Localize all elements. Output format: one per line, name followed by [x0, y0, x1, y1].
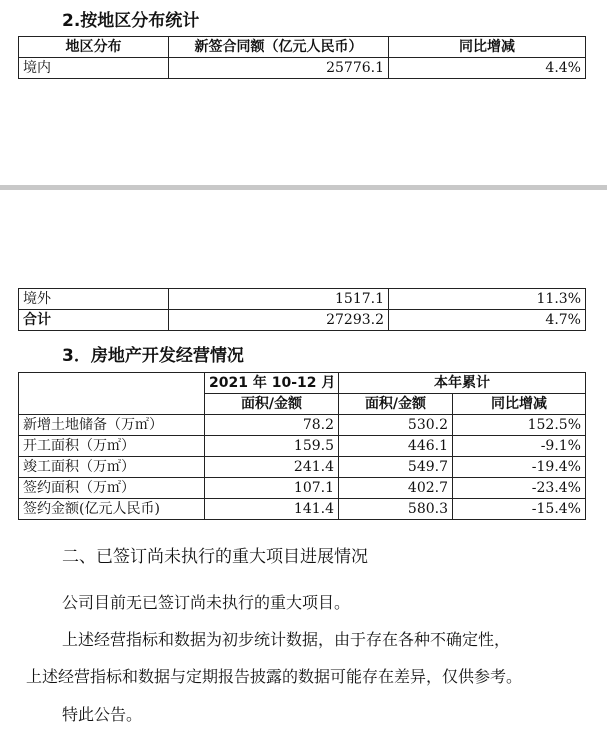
subheader-area-amount: 面积/金额: [205, 394, 339, 415]
paragraph-3: 上述经营指标和数据与定期报告披露的数据可能存在差异，仅供参考。: [26, 667, 523, 686]
table-row: [19, 415, 586, 436]
header-yoy: 同比增减: [389, 37, 586, 58]
cell-yoy: 152.5%: [453, 415, 586, 436]
cell-ytd: 549.7: [339, 457, 453, 478]
cell-item: 签约面积（万㎡）: [19, 478, 205, 499]
subheader-yoy: 同比增减: [453, 394, 586, 415]
cell-yoy: -19.4%: [453, 457, 586, 478]
cell-quarter: 107.1: [205, 478, 339, 499]
cell-region: 境内: [19, 58, 169, 79]
paragraph-2: 上述经营指标和数据为初步统计数据，由于存在各种不确定性，: [62, 630, 511, 649]
paragraph-1: 公司目前无已签订尚未执行的重大项目。: [62, 593, 351, 612]
paragraph-4: 特此公告。: [62, 705, 143, 724]
header-new-contract: 新签合同额（亿元人民币）: [169, 37, 389, 58]
header-period: 2021 年 10-12 月: [205, 373, 339, 394]
subheader-area-amount-ytd: 面积/金额: [339, 394, 453, 415]
page-break-divider: [0, 185, 607, 190]
header-region: 地区分布: [19, 37, 169, 58]
region-table-top: [18, 36, 586, 79]
cell-item: 签约金额(亿元人民币): [19, 499, 205, 520]
table-row: [19, 436, 586, 457]
cell-item: 新增土地储备（万㎡）: [19, 415, 205, 436]
cell-ytd: 446.1: [339, 436, 453, 457]
table-row: [19, 289, 586, 310]
cell-quarter: 141.4: [205, 499, 339, 520]
cell-yoy: 4.7%: [389, 310, 586, 331]
cell-quarter: 78.2: [205, 415, 339, 436]
region-table-bottom: [18, 288, 586, 331]
header-ytd: 本年累计: [339, 373, 586, 394]
table-header-row: [19, 373, 586, 394]
table-row: [19, 58, 586, 79]
cell-yoy: -15.4%: [453, 499, 586, 520]
cell-yoy: 11.3%: [389, 289, 586, 310]
part2-title: 二、已签订尚未执行的重大项目进展情况: [62, 547, 368, 567]
cell-yoy: -23.4%: [453, 478, 586, 499]
cell-amount: 1517.1: [169, 289, 389, 310]
cell-ytd: 402.7: [339, 478, 453, 499]
cell-yoy: -9.1%: [453, 436, 586, 457]
real-estate-table: [18, 372, 586, 520]
cell-quarter: 241.4: [205, 457, 339, 478]
table-header-row: [19, 37, 586, 58]
table-row: [19, 457, 586, 478]
cell-amount: 27293.2: [169, 310, 389, 331]
section2-title: 2.按地区分布统计: [62, 11, 200, 31]
cell-item: 开工面积（万㎡）: [19, 436, 205, 457]
table-row-total: [19, 310, 586, 331]
cell-ytd: 580.3: [339, 499, 453, 520]
header-blank: [19, 373, 205, 415]
cell-amount: 25776.1: [169, 58, 389, 79]
cell-item: 竣工面积（万㎡）: [19, 457, 205, 478]
cell-region: 境外: [19, 289, 169, 310]
cell-ytd: 530.2: [339, 415, 453, 436]
section3-title: 3．房地产开发经营情况: [62, 346, 244, 366]
cell-region: 合计: [19, 310, 169, 331]
cell-quarter: 159.5: [205, 436, 339, 457]
table-row: [19, 499, 586, 520]
table-row: [19, 478, 586, 499]
cell-yoy: 4.4%: [389, 58, 586, 79]
